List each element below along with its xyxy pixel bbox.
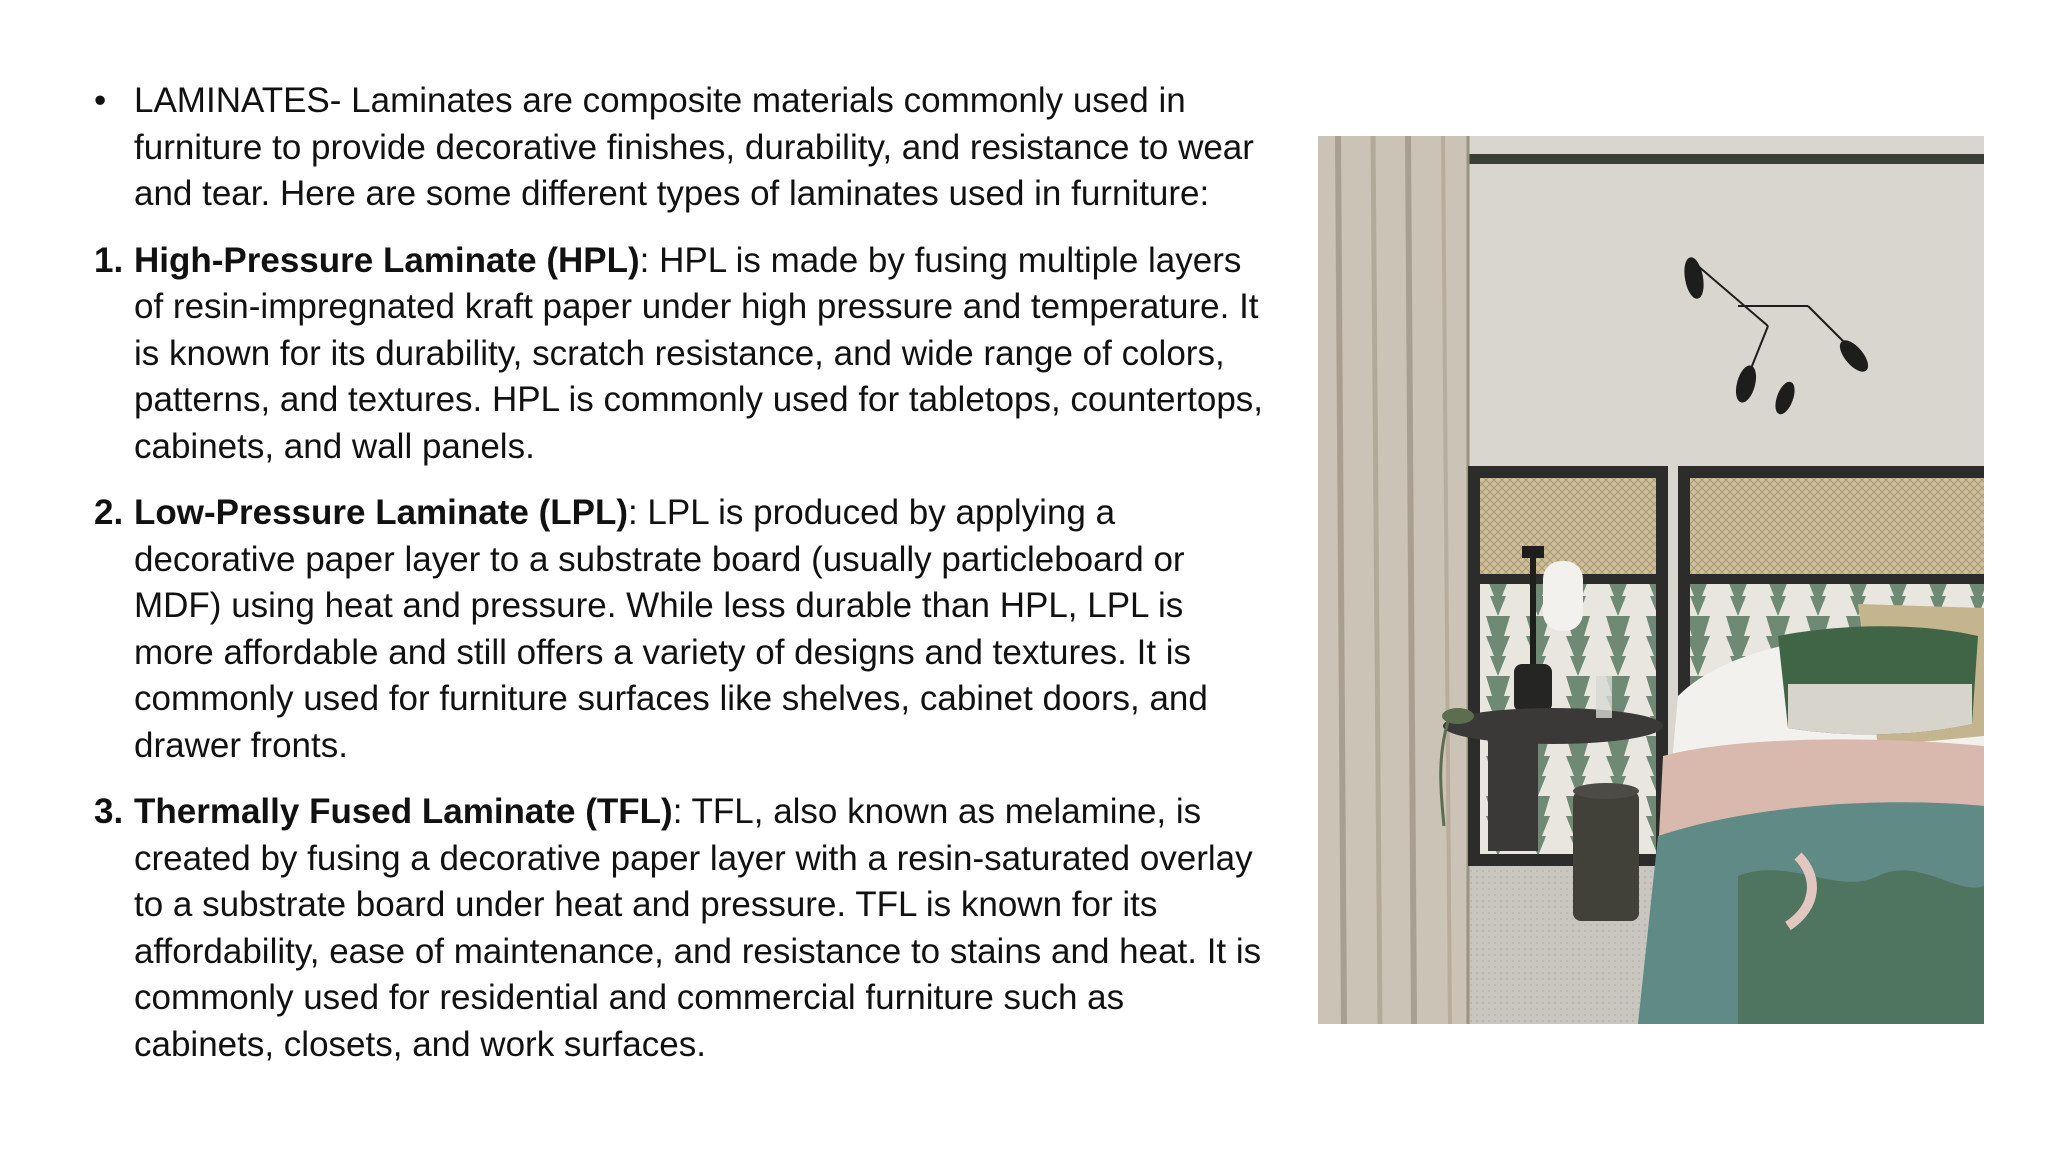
bullet-icon: • xyxy=(94,81,107,120)
description-tfl: : TFL, also known as melamine, is created by fusing a decorative paper layer with a resin-saturated overlay to a substrate board under heat and pressure. TFL is known for its affordability, ease of maintenance, and resistance to stains and heat. It is commonly used for residential and commercial furniture such as cabinets, closets, and work surfaces. xyxy=(134,792,1262,1064)
list-item-tfl xyxy=(94,789,1264,1068)
list-item-lpl xyxy=(94,490,1264,769)
term-hpl: High-Pressure Laminate (HPL) xyxy=(134,240,640,280)
description-lpl: : LPL is produced by applying a decorative paper layer to a substrate board (usually particleboard or MDF) using heat and pressure. While less durable than HPL, LPL is more affordable and still offers a variety of designs and textures. It is commonly used for furniture surfaces like shelves, cabinet doors, and drawer fronts. xyxy=(134,493,1208,765)
term-lpl: Low-Pressure Laminate (LPL) xyxy=(134,493,628,532)
intro-paragraph xyxy=(94,78,1264,218)
list-number: 1. xyxy=(94,240,124,280)
description-hpl: : HPL is made by fusing multiple layers of resin-impregnated kraft paper under high pressure and temperature. It is known for its durability, scratch resistance, and wide range of colors, patterns, and textures. HPL is commonly used for tabletops, countertops, cabinets, and wall panels. xyxy=(134,240,1264,466)
term-tfl: Thermally Fused Laminate (TFL) xyxy=(134,792,673,831)
list-number: 3. xyxy=(94,792,124,831)
text-column xyxy=(94,78,1264,1088)
intro-text: LAMINATES- Laminates are composite materials commonly used in furniture to provide decorative finishes, durability, and resistance to wear and tear. Here are some different types of laminates used in furniture: xyxy=(134,81,1254,213)
bedroom-photo-icon xyxy=(1318,136,1984,1024)
bedroom-photo xyxy=(1318,136,1984,1024)
list-item-hpl xyxy=(94,238,1264,471)
curtain xyxy=(1318,136,1468,1024)
list-number: 2. xyxy=(94,493,124,532)
